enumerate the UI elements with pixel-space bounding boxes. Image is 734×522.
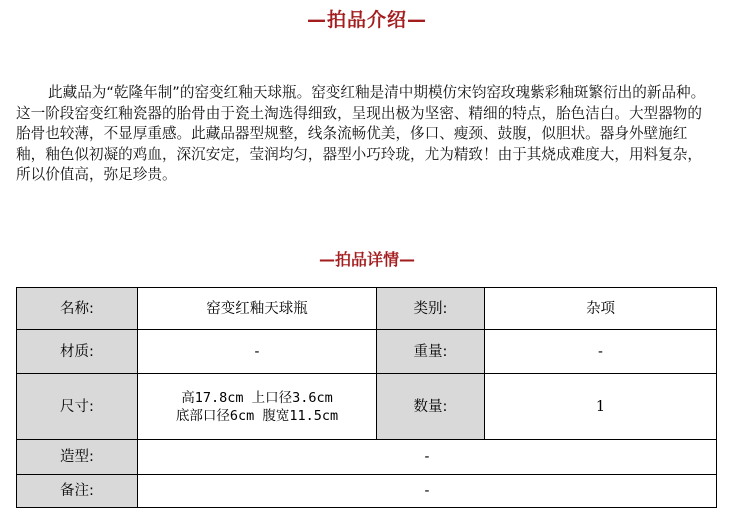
weight-value: - xyxy=(485,330,717,374)
material-value: - xyxy=(138,330,377,374)
table-row xyxy=(17,475,717,508)
quantity-label: 数量: xyxy=(377,374,485,440)
category-label: 类别: xyxy=(377,288,485,330)
quantity-value: 1 xyxy=(485,374,717,440)
size-value xyxy=(138,374,377,440)
intro-title: —拍品介绍— xyxy=(306,9,427,31)
table-row xyxy=(17,288,717,330)
details-title: —拍品详情— xyxy=(318,250,415,269)
intro-paragraph: 此藏品为“乾隆年制”的窑变红釉天球瓶。窑变红釉是清中期模仿宋钧窑玫瑰紫彩釉斑繁衍出的新品种。这一阶段窑变红釉瓷器的胎骨由于瓷土淘选得细致，呈现出极为坚密、精细的特点，胎色洁白。大型器物的胎骨也较薄，不显厚重感。此藏品器型规整，线条流畅优美，侈口、瘦颈、鼓腹，似胆状。器身外壁施红釉，釉色似初凝的鸡血，深沉安定，莹润均匀，器型小巧玲珑，尤为精致！由于其烧成难度大，用料复杂，所以价值高，弥足珍贵。 xyxy=(16,84,706,183)
weight-label: 重量: xyxy=(377,330,485,374)
size-line-base: 底部口径6cm 腹宽11.5cm xyxy=(175,407,339,424)
table-row xyxy=(17,330,717,374)
name-value: 窑变红釉天球瓶 xyxy=(138,288,377,330)
size-line-height: 高17.8cm 上口径3.6cm xyxy=(181,389,333,406)
shape-label: 造型: xyxy=(17,440,138,475)
size-label: 尺寸: xyxy=(17,374,138,440)
details-table xyxy=(16,287,717,508)
table-row xyxy=(17,440,717,475)
category-value: 杂项 xyxy=(485,288,717,330)
name-label: 名称: xyxy=(17,288,138,330)
remark-label: 备注: xyxy=(17,475,138,508)
material-label: 材质: xyxy=(17,330,138,374)
remark-value: - xyxy=(138,475,717,508)
shape-value: - xyxy=(138,440,717,475)
table-row xyxy=(17,374,717,440)
